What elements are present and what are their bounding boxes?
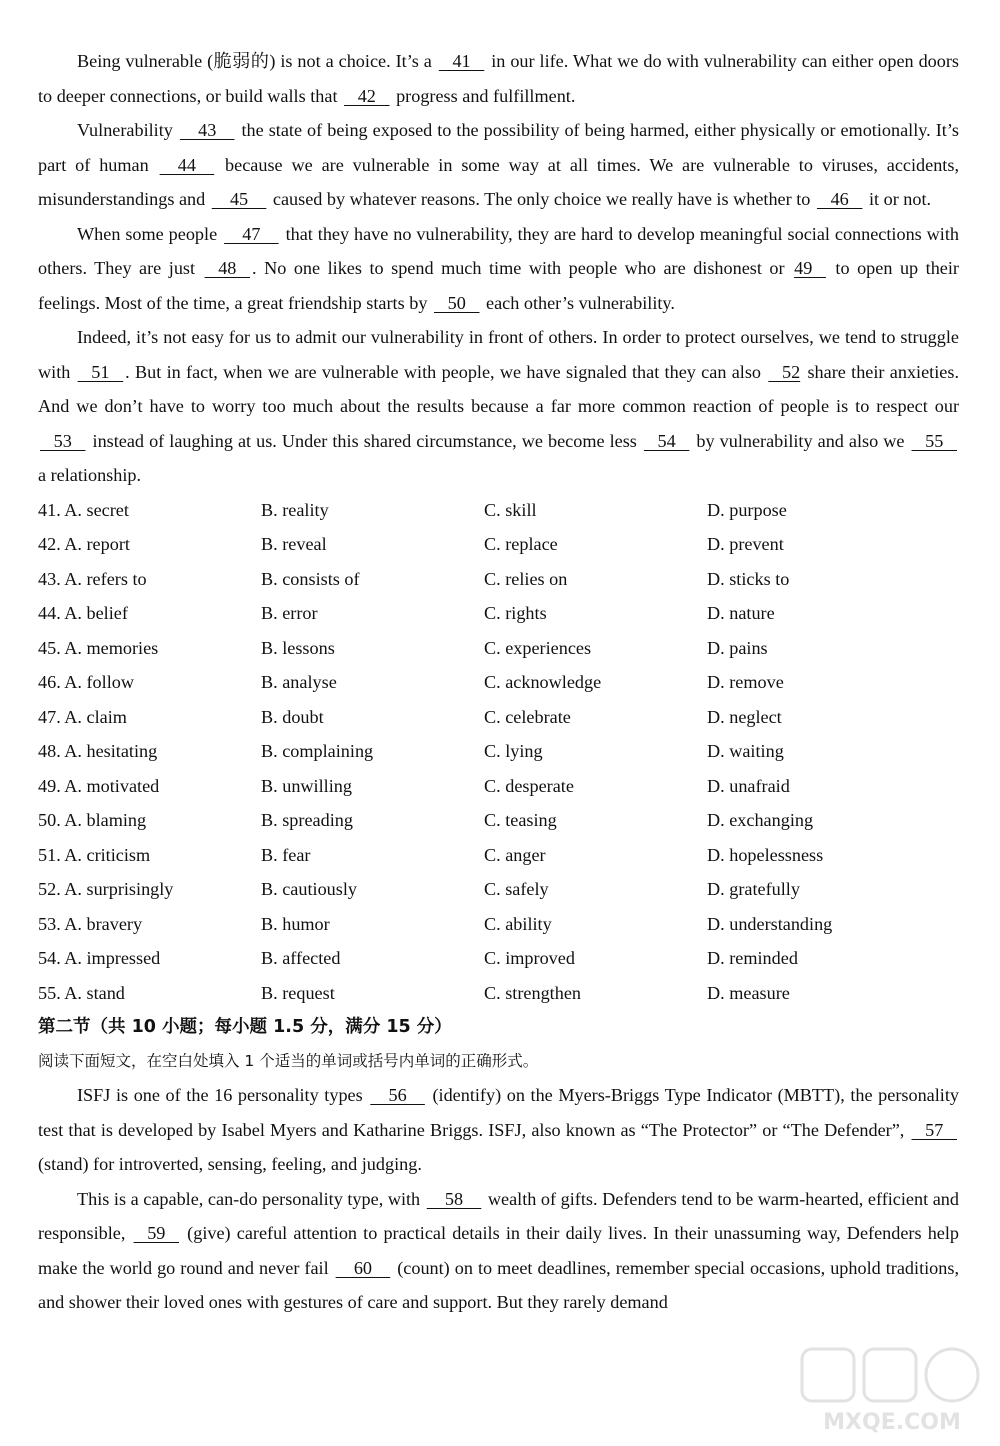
answer-blank: 44	[159, 154, 215, 175]
option-a: 41. A. secret	[38, 499, 129, 520]
passage1-paragraph-4: Indeed, it’s not easy for us to admit our vulnerability in front of others. In order to protect ourselves, we tend to struggle with 51 . But in fact, when we are vulnerable with people, we have signaled that they can also 52 share their anxieties. And we don’t have to worry too much about the results because a far more common reaction of people is to respect our 53 instead of laughing at us. Under this shared circumstance, we become less 54 by vulnerability and also we 55 a relationship.	[38, 327, 959, 485]
answer-blank: 51	[77, 361, 124, 382]
option-a: 55. A. stand	[38, 982, 125, 1003]
option-row	[38, 872, 959, 907]
option-row	[38, 769, 959, 804]
option-a: 49. A. motivated	[38, 775, 160, 796]
option-d: D. measure	[707, 982, 790, 1003]
option-row	[38, 700, 959, 735]
option-b: B. analyse	[261, 672, 337, 692]
option-d: D. understanding	[707, 913, 833, 934]
option-d: D. nature	[707, 603, 775, 623]
option-b: B. consists of	[261, 568, 360, 589]
option-a: 54. A. impressed	[38, 948, 161, 968]
option-d: D. exchanging	[707, 810, 814, 830]
option-b: B. lessons	[261, 637, 335, 658]
passage1-paragraph-2: Vulnerability 43 the state of being exposed to the possibility of being harmed, either physically or emotionally. It’s part of human 44 because we are vulnerable in some way at all times. We are vulnerable to viruses, accidents, misunderstandings and 45 caused by whatever reasons. The only choice we really have is whether to 46 it or not.	[38, 113, 959, 217]
option-c: C. lying	[484, 741, 543, 761]
option-a: 53. A. bravery	[38, 913, 143, 934]
answer-blank: 41	[438, 51, 485, 71]
answer-blank: 59	[133, 1223, 180, 1243]
option-d: D. unafraid	[707, 775, 790, 796]
option-a: 44. A. belief	[38, 603, 128, 623]
option-b: B. cautiously	[261, 879, 357, 899]
option-row	[38, 734, 959, 769]
answer-blank: 49	[794, 258, 826, 278]
option-a: 50. A. blaming	[38, 810, 147, 830]
option-a: 51. A. criticism	[38, 844, 151, 865]
option-c: C. celebrate	[484, 706, 571, 727]
option-row	[38, 941, 959, 976]
watermark-text: MXQE.COM	[823, 1410, 961, 1435]
option-d: D. prevent	[707, 534, 784, 554]
section-title: 第二节（共 10 小题；每小题 1.5 分，满分 15 分）	[38, 1017, 452, 1037]
passage1-paragraph-1: Being vulnerable (脆弱的) is not a choice. It’s a 41 in our life. What we do with vulnerability can either open doors to deeper connections, or build walls that 42 progress and fulfillment.	[38, 44, 959, 113]
option-b: B. reality	[261, 499, 329, 520]
answer-blank: 43	[179, 120, 235, 140]
option-b: B. humor	[261, 913, 330, 934]
option-c: C. desperate	[484, 775, 574, 796]
option-c: C. teasing	[484, 810, 557, 830]
answer-blank: 57	[911, 1119, 957, 1140]
option-row	[38, 562, 959, 597]
passage2-paragraph-1: ISFJ is one of the 16 personality types 56 (identify) on the Myers-Briggs Type Indicator (MBTT), the personality test that is developed by Isabel Myers and Katharine Briggs. ISFJ, also known as “The Protector” or “The Defender”, 57 (stand) for introverted, sensing, feeling, and judging.	[38, 1078, 959, 1182]
option-d: D. pains	[707, 637, 768, 658]
answer-blank: 50	[433, 292, 480, 313]
option-b: B. doubt	[261, 706, 324, 727]
option-b: B. request	[261, 982, 335, 1003]
option-c: C. safely	[484, 879, 549, 899]
option-d: D. remove	[707, 672, 784, 692]
watermark	[792, 1341, 992, 1441]
answer-blank: 45	[211, 189, 267, 209]
option-c: C. experiences	[484, 637, 592, 658]
option-d: D. neglect	[707, 706, 782, 727]
option-b: B. fear	[261, 844, 311, 865]
option-b: B. reveal	[261, 534, 327, 554]
option-d: D. sticks to	[707, 568, 790, 589]
option-d: D. reminded	[707, 948, 798, 968]
option-a: 42. A. report	[38, 534, 130, 554]
answer-blank: 54	[643, 430, 690, 451]
option-row	[38, 596, 959, 631]
option-c: C. relies on	[484, 568, 568, 589]
option-b: B. error	[261, 603, 318, 623]
answer-blank: 52	[768, 361, 801, 382]
option-a: 45. A. memories	[38, 637, 159, 658]
passage2-paragraph-2: This is a capable, can-do personality type, with 58 wealth of gifts. Defenders tend to be warm-hearted, efficient and responsible, 59 (give) careful attention to practical details in their daily lives. In their unassuming way, Defenders help make the world go round and never fail 60 (count) on to meet deadlines, remember special occasions, uphold traditions, and shower their loved ones with gestures of care and support. But they rarely demand	[38, 1182, 959, 1320]
option-c: C. strengthen	[484, 982, 581, 1003]
option-row	[38, 976, 959, 1011]
option-row	[38, 665, 959, 700]
answer-blank: 47	[224, 223, 279, 244]
option-c: C. skill	[484, 499, 537, 520]
options-list	[38, 493, 959, 1011]
option-row	[38, 907, 959, 942]
option-b: B. complaining	[261, 741, 374, 761]
option-c: C. acknowledge	[484, 672, 602, 692]
option-a: 46. A. follow	[38, 672, 134, 692]
option-d: D. purpose	[707, 499, 787, 520]
answer-blank: 60	[335, 1257, 391, 1278]
option-row	[38, 493, 959, 528]
option-row	[38, 527, 959, 562]
option-d: D. hopelessness	[707, 844, 824, 865]
option-c: C. rights	[484, 603, 547, 623]
section-instruction: 阅读下面短文，在空白处填入 1 个适当的单词或括号内单词的正确形式。	[38, 1052, 539, 1070]
option-a: 52. A. surprisingly	[38, 879, 174, 899]
answer-blank: 55	[911, 430, 957, 451]
option-row	[38, 838, 959, 873]
option-c: C. anger	[484, 844, 546, 865]
option-d: D. gratefully	[707, 879, 800, 899]
option-d: D. waiting	[707, 741, 784, 761]
answer-blank: 42	[344, 85, 390, 106]
answer-blank: 46	[816, 189, 863, 209]
exam-page	[38, 44, 959, 1320]
answer-blank: 53	[40, 430, 86, 451]
answer-blank: 56	[370, 1085, 425, 1105]
answer-blank: 48	[204, 258, 251, 278]
option-a: 43. A. refers to	[38, 568, 147, 589]
option-row	[38, 803, 959, 838]
answer-site-logo-icon	[792, 1341, 992, 1441]
option-a: 47. A. claim	[38, 706, 127, 727]
option-c: C. replace	[484, 534, 558, 554]
answer-blank: 58	[426, 1188, 482, 1209]
option-b: B. spreading	[261, 810, 353, 830]
option-c: C. improved	[484, 948, 575, 968]
option-a: 48. A. hesitating	[38, 741, 158, 761]
option-b: B. unwilling	[261, 775, 352, 796]
passage1-paragraph-3: When some people 47 that they have no vulnerability, they are hard to develop meaningful social connections with others. They are just 48 . No one likes to spend much time with people who are dishonest or 49 to open up their feelings. Most of the time, a great friendship starts by 50 each other’s vulnerability.	[38, 217, 959, 321]
option-row	[38, 631, 959, 666]
option-c: C. ability	[484, 913, 552, 934]
option-b: B. affected	[261, 948, 341, 968]
